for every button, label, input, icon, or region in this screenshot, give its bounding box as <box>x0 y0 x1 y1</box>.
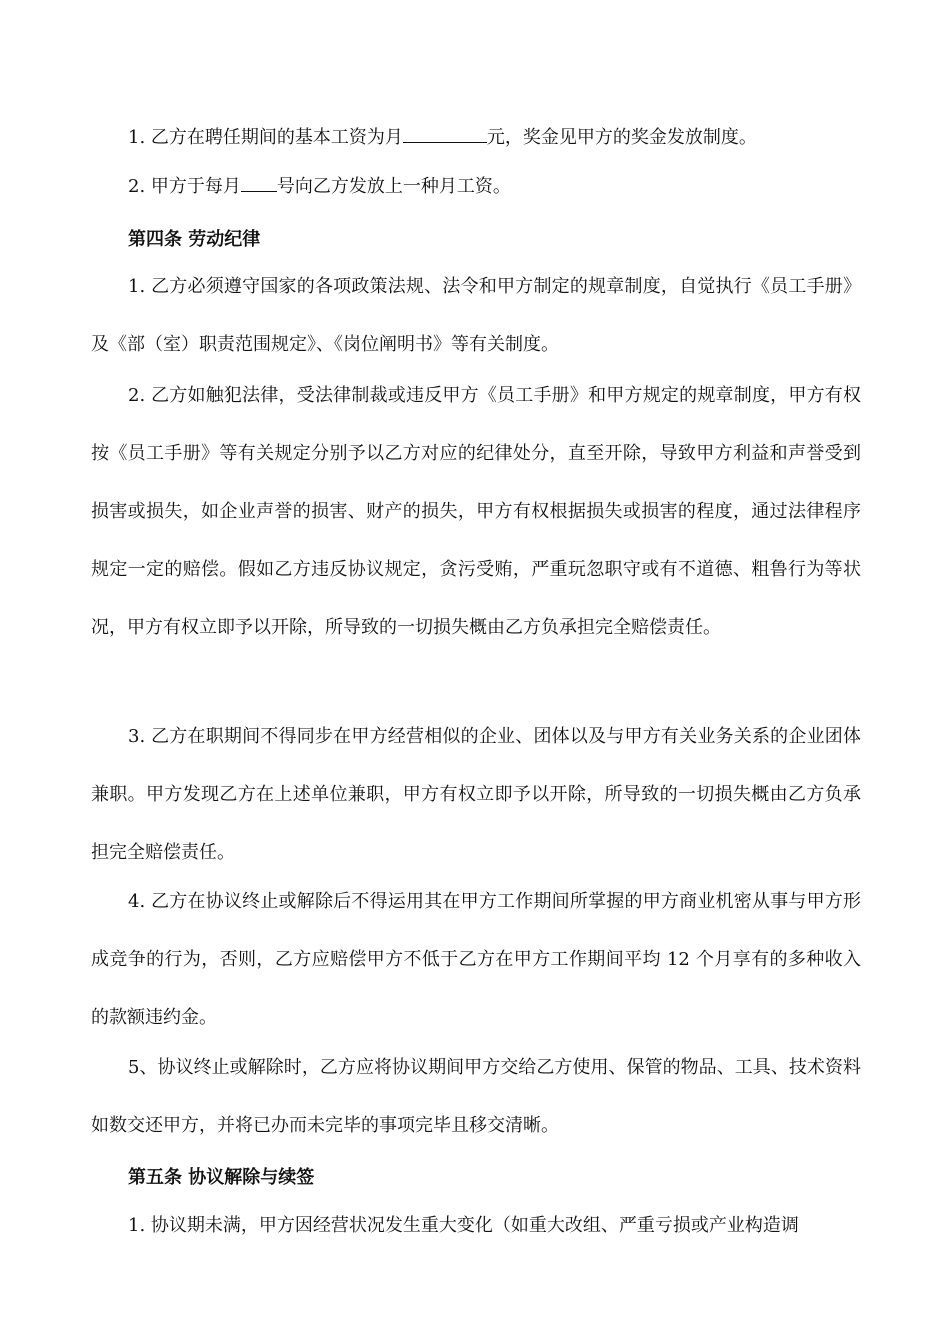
salary-clause-1-suffix: 元，奖金见甲方的奖金发放制度。 <box>486 127 757 148</box>
salary-clause-2 <box>91 158 861 216</box>
payday-blank <box>241 175 277 192</box>
section-4-item-4: 4. 乙方在协议终止或解除后不得运用其在甲方工作期间所掌握的甲方商业机密从事与甲方形成竞争的行为，否则，乙方应赔偿甲方不低于乙方在甲方工作期间平均 12 个月享有的多种收入的款额违约金。 <box>91 891 861 1028</box>
section-4-item-1: 1. 乙方必须遵守国家的各项政策法规、法令和甲方制定的规章制度，自觉执行《员工手册》及《部（室）职责范围规定》、《岗位阐明书》等有关制度。 <box>91 276 861 355</box>
salary-clause-1-prefix: 1. 乙方在聘任期间的基本工资为月 <box>128 127 403 148</box>
salary-clause-2-prefix: 2. 甲方于每月 <box>128 176 241 197</box>
section-4-title: 第四条 劳动纪律 <box>128 229 261 250</box>
salary-amount-blank <box>403 126 487 143</box>
section-4-item-3: 3. 乙方在职期间不得同步在甲方经营相似的企业、团体以及与甲方有关业务关系的企业团体兼职。甲方发现乙方在上述单位兼职，甲方有权立即予以开除，所导致的一切损失概由乙方负承担完全赔偿责任。 <box>91 726 861 863</box>
section-4-item-2: 2. 乙方如触犯法律，受法律制裁或违反甲方《员工手册》和甲方规定的规章制度，甲方有权按《员工手册》等有关规定分别予以乙方对应的纪律处分，直至开除，导致甲方利益和声誉受到损害或损失，如企业声誉的损害、财产的损失，甲方有权根据损失或损害的程度，通过法律程序规定一定的赔偿。假如乙方违反协议规定，贪污受贿，严重玩忽职守或有不道德、粗鲁行为等状况，甲方有权立即予以开除，所导致的一切损失概由乙方负承担完全赔偿责任。 <box>91 385 861 638</box>
section-5-item-1: 1. 协议期未满，甲方因经营状况发生重大变化（如重大改组、严重亏损或产业构造调 <box>128 1215 799 1236</box>
section-5-title: 第五条 协议解除与续签 <box>128 1167 315 1188</box>
salary-clause-2-suffix: 号向乙方发放上一种月工资。 <box>276 176 511 197</box>
section-4-item-5: 5、协议终止或解除时，乙方应将协议期间甲方交给乙方使用、保管的物品、工具、技术资料如数交还甲方，并将已办而未完毕的事项完毕且移交清晰。 <box>91 1057 861 1136</box>
